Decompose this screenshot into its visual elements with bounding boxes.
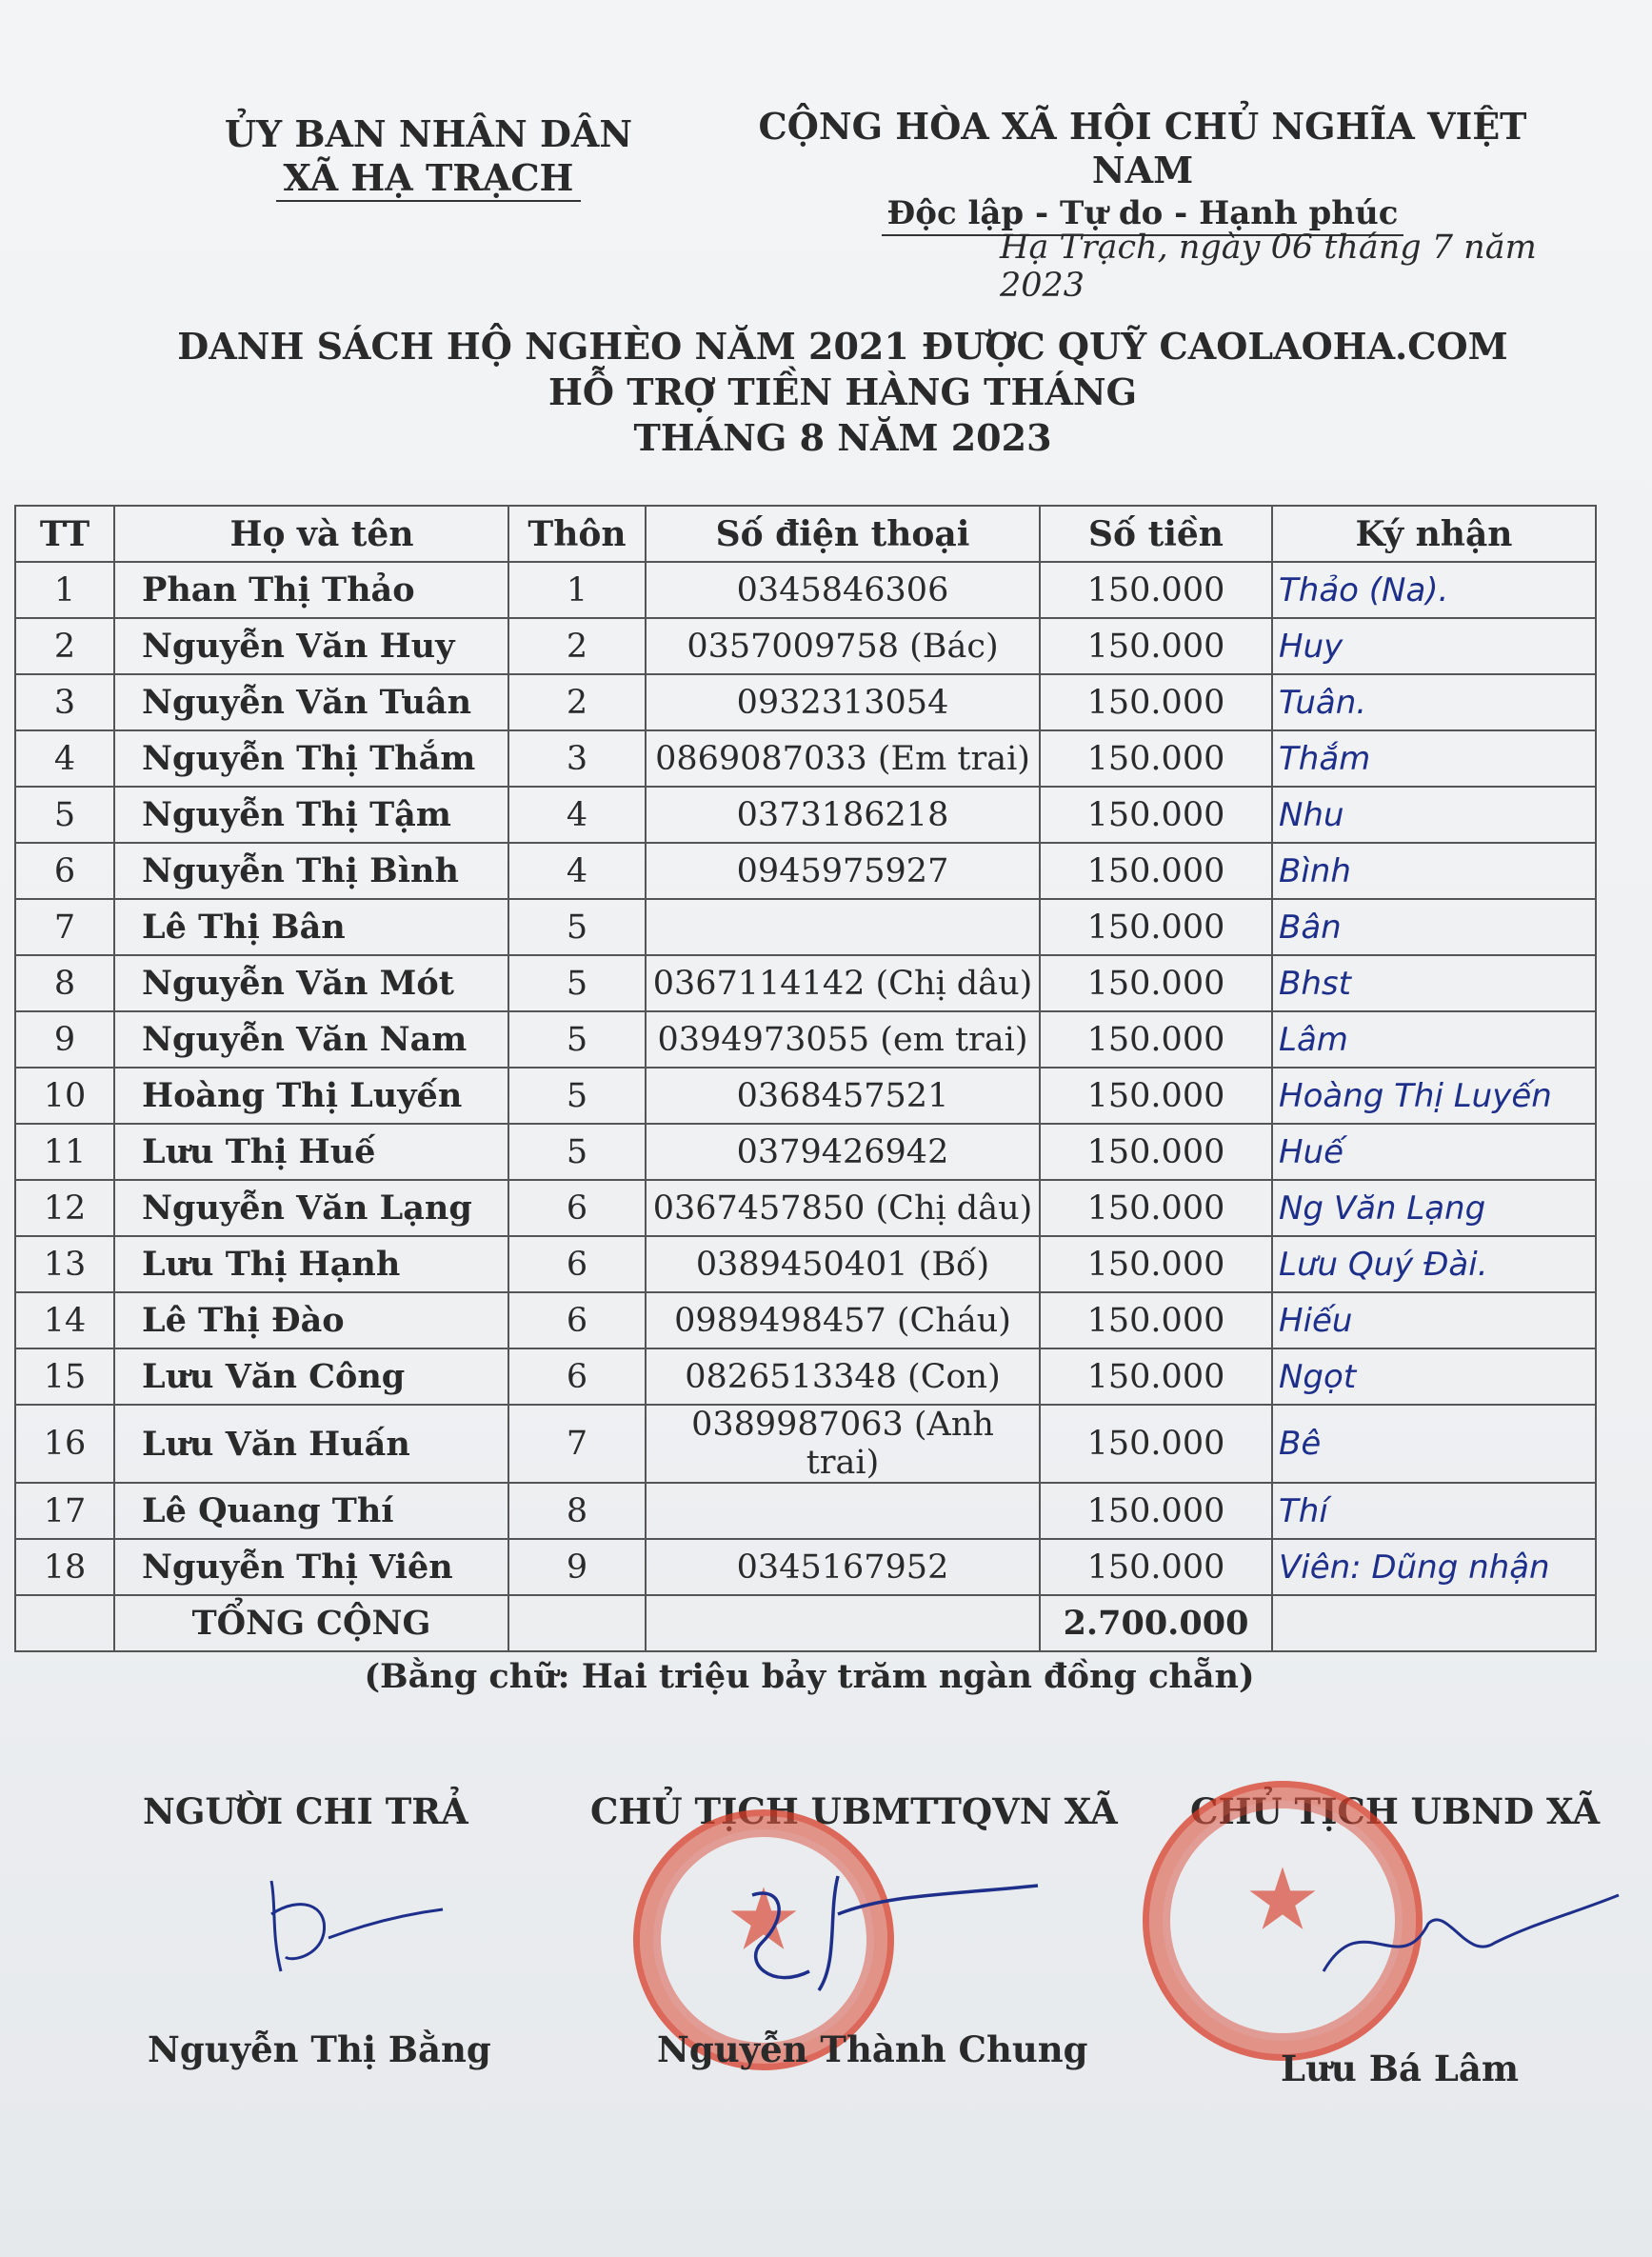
- table-row: [15, 787, 1596, 843]
- handwritten-signature: Tuân.: [1279, 683, 1367, 722]
- header-phone: Số điện thoại: [646, 506, 1040, 562]
- row-name: Nguyễn Thị Tậm: [114, 787, 508, 843]
- total-empty-sign: [1272, 1595, 1596, 1651]
- row-amount: 150.000: [1040, 730, 1272, 787]
- row-thon: 8: [508, 1483, 646, 1539]
- row-thon: 1: [508, 562, 646, 618]
- row-thon: 5: [508, 1068, 646, 1124]
- row-name: Nguyễn Văn Huy: [114, 618, 508, 674]
- header-amount: Số tiền: [1040, 506, 1272, 562]
- row-tt: 7: [15, 899, 114, 955]
- row-signature: [1272, 1348, 1596, 1405]
- row-amount: 150.000: [1040, 674, 1272, 730]
- handwritten-signature: Thí: [1279, 1491, 1328, 1530]
- handwritten-signature: Lưu Quý Đài.: [1279, 1245, 1488, 1284]
- row-amount: 150.000: [1040, 1483, 1272, 1539]
- row-tt: 12: [15, 1180, 114, 1236]
- amount-in-words: (Bằng chữ: Hai triệu bảy trăm ngàn đồng chẵn): [364, 1657, 1255, 1696]
- stamp-star-icon: ★: [725, 1869, 803, 1970]
- row-name: Nguyễn Văn Nam: [114, 1011, 508, 1068]
- row-signature: [1272, 1292, 1596, 1348]
- row-tt: 3: [15, 674, 114, 730]
- row-amount: 150.000: [1040, 1292, 1272, 1348]
- row-signature: [1272, 1483, 1596, 1539]
- row-phone: 0368457521: [646, 1068, 1040, 1124]
- beneficiary-table: [14, 505, 1597, 1652]
- row-tt: 15: [15, 1348, 114, 1405]
- row-amount: 150.000: [1040, 1124, 1272, 1180]
- row-amount: 150.000: [1040, 1068, 1272, 1124]
- row-phone: 0379426942: [646, 1124, 1040, 1180]
- header-thon: Thôn: [508, 506, 646, 562]
- row-amount: 150.000: [1040, 1236, 1272, 1292]
- row-phone: [646, 899, 1040, 955]
- row-phone: 0367114142 (Chị dâu): [646, 955, 1040, 1011]
- row-signature: [1272, 955, 1596, 1011]
- row-thon: 2: [508, 618, 646, 674]
- row-thon: 6: [508, 1236, 646, 1292]
- handwritten-signature: Bình: [1279, 851, 1351, 890]
- row-thon: 4: [508, 787, 646, 843]
- document-title: [152, 324, 1533, 461]
- row-name: Lê Quang Thí: [114, 1483, 508, 1539]
- table-row: [15, 1348, 1596, 1405]
- national-header: [724, 105, 1562, 236]
- row-amount: 150.000: [1040, 955, 1272, 1011]
- national-motto: Độc lập - Tự do - Hạnh phúc: [882, 192, 1404, 236]
- payer-signature-icon: [243, 1867, 452, 1981]
- row-signature: [1272, 618, 1596, 674]
- row-signature: [1272, 1011, 1596, 1068]
- total-empty-thon: [508, 1595, 646, 1651]
- row-name: Nguyễn Văn Lạng: [114, 1180, 508, 1236]
- row-signature: [1272, 1405, 1596, 1483]
- table-row: [15, 1292, 1596, 1348]
- total-label: TỔNG CỘNG: [114, 1595, 508, 1651]
- table-row: [15, 1068, 1596, 1124]
- handwritten-signature: Thắm: [1279, 739, 1371, 778]
- table-row: [15, 1539, 1596, 1595]
- row-tt: 17: [15, 1483, 114, 1539]
- row-tt: 10: [15, 1068, 114, 1124]
- front-chair-name: Nguyễn Thành Chung: [657, 2028, 1088, 2070]
- row-signature: [1272, 1236, 1596, 1292]
- ubnd-chair-signature-icon: [1304, 1886, 1628, 2000]
- row-thon: 6: [508, 1180, 646, 1236]
- row-phone: 0345167952: [646, 1539, 1040, 1595]
- row-thon: 3: [508, 730, 646, 787]
- row-thon: 2: [508, 674, 646, 730]
- row-phone: [646, 1483, 1040, 1539]
- front-chair-signature-icon: [724, 1857, 1047, 2000]
- row-name: Lưu Thị Huế: [114, 1124, 508, 1180]
- row-phone: 0389987063 (Anh trai): [646, 1405, 1040, 1483]
- total-amount: 2.700.000: [1040, 1595, 1272, 1651]
- handwritten-signature: Bân: [1279, 908, 1342, 947]
- row-thon: 6: [508, 1348, 646, 1405]
- handwritten-signature: Viên: Dũng nhận: [1279, 1548, 1550, 1587]
- payer-name: Nguyễn Thị Bằng: [148, 2028, 491, 2070]
- row-amount: 150.000: [1040, 1405, 1272, 1483]
- row-name: Nguyễn Thị Viên: [114, 1539, 508, 1595]
- row-phone: 0389450401 (Bố): [646, 1236, 1040, 1292]
- agency-header: [219, 112, 638, 202]
- row-signature: [1272, 899, 1596, 955]
- front-chair-role: CHỦ TỊCH UBMTTQVN XÃ: [590, 1790, 1118, 1832]
- date-line: Hạ Trạch, ngày 06 tháng 7 năm 2023: [1000, 229, 1537, 305]
- handwritten-signature: Bê: [1279, 1425, 1322, 1463]
- table-row: [15, 955, 1596, 1011]
- handwritten-signature: Hoàng Thị Luyến: [1279, 1076, 1552, 1115]
- table-row: [15, 1180, 1596, 1236]
- row-name: Phan Thị Thảo: [114, 562, 508, 618]
- row-signature: [1272, 674, 1596, 730]
- row-signature: [1272, 1539, 1596, 1595]
- agency-line1: ỦY BAN NHÂN DÂN: [224, 112, 633, 155]
- handwritten-signature: Thảo (Na).: [1279, 570, 1449, 609]
- row-signature: [1272, 730, 1596, 787]
- row-name: Nguyễn Thị Thắm: [114, 730, 508, 787]
- row-name: Nguyễn Văn Mót: [114, 955, 508, 1011]
- table-row: [15, 618, 1596, 674]
- handwritten-signature: Nhu: [1279, 795, 1344, 834]
- row-name: Hoàng Thị Luyến: [114, 1068, 508, 1124]
- row-thon: 6: [508, 1292, 646, 1348]
- row-amount: 150.000: [1040, 899, 1272, 955]
- table-row: [15, 1011, 1596, 1068]
- row-amount: 150.000: [1040, 562, 1272, 618]
- row-amount: 150.000: [1040, 1011, 1272, 1068]
- row-tt: 5: [15, 787, 114, 843]
- row-name: Lưu Thị Hạnh: [114, 1236, 508, 1292]
- row-amount: 150.000: [1040, 787, 1272, 843]
- payer-role: NGƯỜI CHI TRẢ: [143, 1790, 468, 1832]
- row-signature: [1272, 1180, 1596, 1236]
- row-tt: 11: [15, 1124, 114, 1180]
- table-header-row: [15, 506, 1596, 562]
- ubnd-chair-role: CHỦ TỊCH UBND XÃ: [1190, 1790, 1601, 1832]
- row-phone: 0989498457 (Cháu): [646, 1292, 1040, 1348]
- row-tt: 4: [15, 730, 114, 787]
- row-tt: 9: [15, 1011, 114, 1068]
- table-body: [15, 562, 1596, 1595]
- total-row: [15, 1595, 1596, 1651]
- total-empty-tt: [15, 1595, 114, 1651]
- table-row: [15, 1483, 1596, 1539]
- row-signature: [1272, 562, 1596, 618]
- table-row: [15, 1236, 1596, 1292]
- row-tt: 14: [15, 1292, 114, 1348]
- row-thon: 5: [508, 955, 646, 1011]
- row-tt: 13: [15, 1236, 114, 1292]
- agency-line2: XÃ HẠ TRẠCH: [276, 156, 582, 202]
- row-signature: [1272, 1068, 1596, 1124]
- row-phone: 0357009758 (Bác): [646, 618, 1040, 674]
- row-amount: 150.000: [1040, 843, 1272, 899]
- row-signature: [1272, 787, 1596, 843]
- total-empty-phone: [646, 1595, 1040, 1651]
- handwritten-signature: Lâm: [1279, 1020, 1348, 1059]
- row-phone: 0394973055 (em trai): [646, 1011, 1040, 1068]
- row-name: Lê Thị Đào: [114, 1292, 508, 1348]
- row-tt: 1: [15, 562, 114, 618]
- row-phone: 0826513348 (Con): [646, 1348, 1040, 1405]
- handwritten-signature: Ng Văn Lạng: [1279, 1188, 1486, 1228]
- table-row: [15, 674, 1596, 730]
- table-row: [15, 562, 1596, 618]
- handwritten-signature: Huế: [1279, 1132, 1344, 1171]
- title-line3: THÁNG 8 NĂM 2023: [633, 416, 1052, 459]
- row-thon: 9: [508, 1539, 646, 1595]
- row-phone: 0373186218: [646, 787, 1040, 843]
- row-amount: 150.000: [1040, 1348, 1272, 1405]
- row-tt: 16: [15, 1405, 114, 1483]
- row-amount: 150.000: [1040, 1180, 1272, 1236]
- national-title: CỘNG HÒA XÃ HỘI CHỦ NGHĨA VIỆT NAM: [758, 105, 1527, 191]
- row-name: Lưu Văn Huấn: [114, 1405, 508, 1483]
- row-signature: [1272, 843, 1596, 899]
- header-tt: TT: [15, 506, 114, 562]
- handwritten-signature: Hiếu: [1279, 1301, 1353, 1340]
- title-line1: DANH SÁCH HỘ NGHÈO NĂM 2021 ĐƯỢC QUỸ CAOLAOHA.COM: [177, 325, 1508, 368]
- table-row: [15, 730, 1596, 787]
- handwritten-signature: Ngọt: [1279, 1357, 1357, 1396]
- row-thon: 5: [508, 899, 646, 955]
- header-signature: Ký nhận: [1272, 506, 1596, 562]
- row-name: Nguyễn Thị Bình: [114, 843, 508, 899]
- row-phone: 0869087033 (Em trai): [646, 730, 1040, 787]
- row-amount: 150.000: [1040, 618, 1272, 674]
- row-thon: 5: [508, 1011, 646, 1068]
- ubnd-chair-name: Lưu Bá Lâm: [1281, 2047, 1519, 2089]
- table-row: [15, 1405, 1596, 1483]
- row-phone: 0932313054: [646, 674, 1040, 730]
- row-name: Lưu Văn Công: [114, 1348, 508, 1405]
- title-line2: HỖ TRỢ TIỀN HÀNG THÁNG: [547, 370, 1138, 413]
- table-row: [15, 1124, 1596, 1180]
- row-tt: 18: [15, 1539, 114, 1595]
- row-amount: 150.000: [1040, 1539, 1272, 1595]
- table-row: [15, 899, 1596, 955]
- row-tt: 2: [15, 618, 114, 674]
- table-row: [15, 843, 1596, 899]
- row-name: Lê Thị Bân: [114, 899, 508, 955]
- stamp-star-icon: ★: [1244, 1849, 1322, 1950]
- row-tt: 8: [15, 955, 114, 1011]
- row-phone: 0345846306: [646, 562, 1040, 618]
- row-phone: 0945975927: [646, 843, 1040, 899]
- handwritten-signature: Bhst: [1279, 964, 1351, 1003]
- row-thon: 7: [508, 1405, 646, 1483]
- handwritten-signature: Huy: [1279, 627, 1343, 666]
- row-name: Nguyễn Văn Tuân: [114, 674, 508, 730]
- row-thon: 4: [508, 843, 646, 899]
- row-signature: [1272, 1124, 1596, 1180]
- row-phone: 0367457850 (Chị dâu): [646, 1180, 1040, 1236]
- header-name: Họ và tên: [114, 506, 508, 562]
- row-tt: 6: [15, 843, 114, 899]
- row-thon: 5: [508, 1124, 646, 1180]
